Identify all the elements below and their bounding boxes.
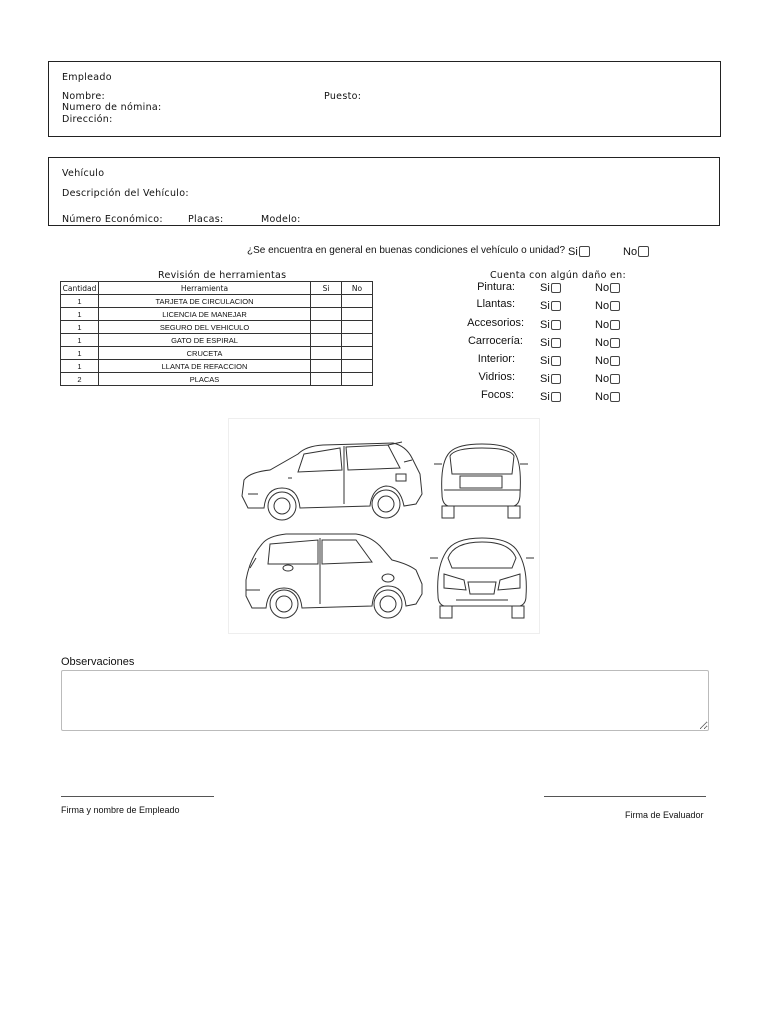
row-no-cell[interactable] <box>342 308 373 321</box>
damage-no-text: No <box>595 355 610 367</box>
table-row <box>61 360 373 373</box>
row-no-cell[interactable] <box>342 334 373 347</box>
damage-item-label: Carrocería: <box>467 335 523 347</box>
table-row <box>61 347 373 360</box>
employee-section-title: Empleado <box>62 72 112 83</box>
table-row <box>61 373 373 386</box>
damage-no-checkbox[interactable] <box>610 283 620 293</box>
damage-yes-text: Si <box>540 300 550 312</box>
damage-item-label: Pintura: <box>477 281 515 293</box>
row-yes-cell[interactable] <box>311 334 342 347</box>
employee-section <box>48 61 721 137</box>
damage-no-text: No <box>595 391 610 403</box>
header-tool: Herramienta <box>99 282 311 295</box>
damage-no <box>595 319 620 331</box>
evaluator-signature-label: Firma de Evaluador <box>625 810 704 820</box>
employee-position-label: Puesto: <box>324 91 362 102</box>
row-quantity: 1 <box>61 321 99 334</box>
damage-item-focos <box>430 389 630 405</box>
table-row <box>61 321 373 334</box>
condition-no-text: No <box>623 246 638 258</box>
row-tool: GATO DE ESPIRAL <box>99 334 311 347</box>
damage-no-checkbox[interactable] <box>610 301 620 311</box>
employee-signature-label: Firma y nombre de Empleado <box>61 805 180 815</box>
damage-yes <box>540 373 561 385</box>
damage-yes <box>540 319 561 331</box>
damage-yes-text: Si <box>540 373 550 385</box>
row-quantity: 1 <box>61 360 99 373</box>
damage-yes-text: Si <box>540 355 550 367</box>
employee-signature-line[interactable] <box>61 796 214 797</box>
damage-yes <box>540 282 561 294</box>
damage-no <box>595 300 620 312</box>
damage-yes-checkbox[interactable] <box>551 356 561 366</box>
vehicle-model-label: Modelo: <box>261 214 301 225</box>
row-yes-cell[interactable] <box>311 347 342 360</box>
damage-yes-checkbox[interactable] <box>551 301 561 311</box>
header-yes: Si <box>311 282 342 295</box>
damage-yes-text: Si <box>540 282 550 294</box>
table-row <box>61 295 373 308</box>
damage-item-label: Focos: <box>480 389 514 401</box>
condition-yes-label <box>568 246 590 258</box>
condition-yes-checkbox[interactable] <box>579 246 590 257</box>
damage-yes-checkbox[interactable] <box>551 283 561 293</box>
damage-no-text: No <box>595 300 610 312</box>
damage-item-carroceria <box>430 335 630 351</box>
damage-no-checkbox[interactable] <box>610 392 620 402</box>
damage-no-text: No <box>595 373 610 385</box>
damage-title: Cuenta con algún daño en: <box>490 270 626 281</box>
condition-no-label <box>623 246 649 258</box>
damage-no <box>595 391 620 403</box>
vehicle-diagram <box>228 418 540 634</box>
table-row <box>61 308 373 321</box>
damage-item-label: Vidrios: <box>478 371 515 383</box>
row-no-cell[interactable] <box>342 360 373 373</box>
damage-item-llantas <box>430 298 630 314</box>
row-quantity: 1 <box>61 308 99 321</box>
header-no: No <box>342 282 373 295</box>
damage-item-label: Interior: <box>477 353 515 365</box>
row-tool: CRUCETA <box>99 347 311 360</box>
damage-yes <box>540 391 561 403</box>
row-quantity: 1 <box>61 334 99 347</box>
row-yes-cell[interactable] <box>311 360 342 373</box>
vehicle-section <box>48 157 720 226</box>
damage-list <box>430 281 630 411</box>
damage-item-vidrios <box>430 371 630 387</box>
damage-no-text: No <box>595 337 610 349</box>
condition-yes-text: Si <box>568 246 578 258</box>
header-quantity: Cantidad <box>61 282 99 295</box>
condition-question: ¿Se encuentra en general en buenas condiciones el vehículo o unidad? <box>247 245 566 256</box>
row-quantity: 2 <box>61 373 99 386</box>
row-quantity: 1 <box>61 347 99 360</box>
damage-no-text: No <box>595 319 610 331</box>
damage-yes-text: Si <box>540 337 550 349</box>
tools-table <box>60 281 373 386</box>
damage-item-pintura <box>430 281 630 297</box>
row-no-cell[interactable] <box>342 347 373 360</box>
damage-item-interior <box>430 353 630 369</box>
table-row <box>61 334 373 347</box>
damage-yes-checkbox[interactable] <box>551 374 561 384</box>
damage-yes <box>540 300 561 312</box>
row-tool: LLANTA DE REFACCION <box>99 360 311 373</box>
condition-no-checkbox[interactable] <box>638 246 649 257</box>
damage-yes <box>540 337 561 349</box>
vehicle-section-title: Vehículo <box>62 168 105 179</box>
row-quantity: 1 <box>61 295 99 308</box>
row-yes-cell[interactable] <box>311 321 342 334</box>
employee-address-label: Dirección: <box>62 114 113 125</box>
tools-table-header <box>61 282 373 295</box>
damage-no-text: No <box>595 282 610 294</box>
damage-yes-checkbox[interactable] <box>551 392 561 402</box>
damage-yes-checkbox[interactable] <box>551 338 561 348</box>
damage-no-checkbox[interactable] <box>610 374 620 384</box>
vehicle-economic-number-label: Número Económico: <box>62 214 163 225</box>
damage-no <box>595 355 620 367</box>
row-yes-cell[interactable] <box>311 373 342 386</box>
row-yes-cell[interactable] <box>311 308 342 321</box>
row-tool: TARJETA DE CIRCULACION <box>99 295 311 308</box>
observations-label: Observaciones <box>61 656 135 668</box>
damage-no <box>595 337 620 349</box>
damage-yes <box>540 355 561 367</box>
employee-name-label: Nombre: <box>62 91 106 102</box>
damage-no-checkbox[interactable] <box>610 338 620 348</box>
damage-item-accesorios <box>430 317 630 333</box>
damage-yes-text: Si <box>540 319 550 331</box>
damage-no <box>595 373 620 385</box>
row-tool: PLACAS <box>99 373 311 386</box>
row-tool: LICENCIA DE MANEJAR <box>99 308 311 321</box>
vehicle-plates-label: Placas: <box>188 214 224 225</box>
row-no-cell[interactable] <box>342 373 373 386</box>
evaluator-signature-line[interactable] <box>544 796 706 797</box>
damage-no <box>595 282 620 294</box>
row-tool: SEGURO DEL VEHICULO <box>99 321 311 334</box>
tools-table-title: Revisión de herramientas <box>158 270 287 281</box>
damage-item-label: Llantas: <box>476 298 515 310</box>
employee-payroll-label: Numero de nómina: <box>62 102 162 113</box>
vehicle-description-label: Descripción del Vehículo: <box>62 188 189 199</box>
damage-yes-checkbox[interactable] <box>551 320 561 330</box>
damage-no-checkbox[interactable] <box>610 356 620 366</box>
damage-no-checkbox[interactable] <box>610 320 620 330</box>
row-yes-cell[interactable] <box>311 295 342 308</box>
row-no-cell[interactable] <box>342 321 373 334</box>
damage-item-label: Accesorios: <box>467 317 524 329</box>
observations-textarea[interactable] <box>61 670 709 731</box>
row-no-cell[interactable] <box>342 295 373 308</box>
damage-yes-text: Si <box>540 391 550 403</box>
